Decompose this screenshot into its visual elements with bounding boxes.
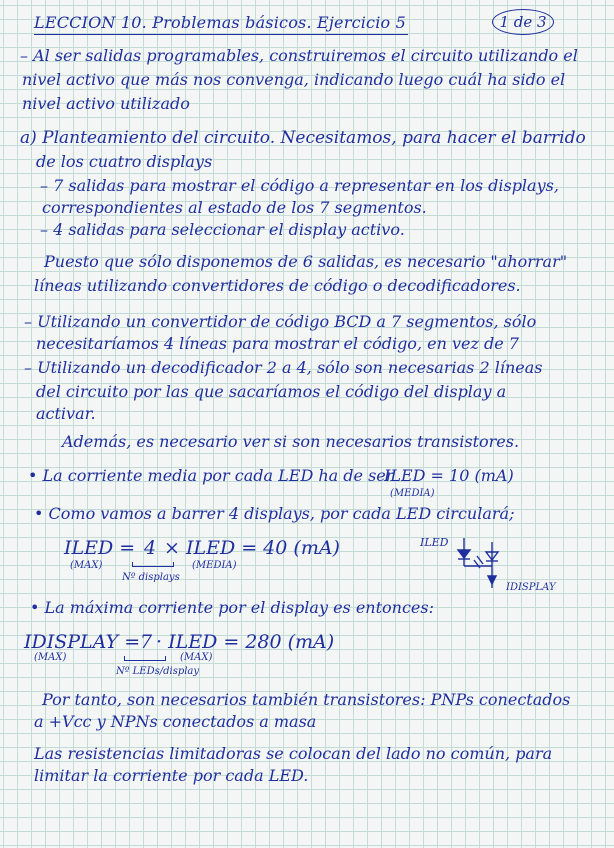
para-outputs-line-1: Puesto que sólo disponemos de 6 salidas, es necesario "ahorrar" [44,252,568,271]
formula2-underbrace [124,656,166,661]
display-current-label: IDISPLAY [506,582,556,593]
bullet-4-outputs: – 4 salidas para seleccionar el display activo. [40,220,405,239]
avg-current-subscript: (MEDIA) [390,488,435,499]
max-current-text: • La máxima corriente por el display es entonces: [30,598,434,617]
formula2-lhs: IDISPLAY = [24,631,141,653]
formula2-note: Nº LEDs/display [116,666,200,677]
page-title: LECCION 10. Problemas básicos. Ejercicio 5 [34,13,407,32]
formula2-multiplier: 7 [140,631,153,653]
resistors-line-1: Las resistencias limitadoras se colocan del lado no común, para [34,744,553,763]
sweep-text: • Como vamos a barrer 4 displays, por cada LED circulará; [34,504,515,523]
bullet-7-outputs-line-2: correspondientes al estado de los 7 segmentos. [42,198,427,217]
para-outputs-line-2: líneas utilizando convertidores de código o decodificadores. [34,276,521,295]
decoder-option-line-1: – Utilizando un decodificador 2 a 4, sólo son necesarias 2 líneas [24,358,543,377]
formula1-lhs-subscript: (MAX) [70,560,103,571]
bullet-7-outputs-line-1: – 7 salidas para mostrar el código a representar en los displays, [40,176,559,195]
formula2-rhs-subscript: (MAX) [180,652,213,663]
led-current-label: ILED [420,536,449,549]
section-a-line-2: de los cuatro displays [36,152,213,171]
resistors-line-2: limitar la corriente por cada LED. [34,766,309,785]
formula2-rhs: · ILED = 280 (mA) [156,631,335,653]
avg-current-formula: ILED = 10 (mA) [384,466,514,485]
formula1-multiplier: 4 [144,537,157,559]
conclusion-line-2: a +Vcc y NPNs conectados a masa [34,712,317,731]
intro-line-3: nivel activo utilizado [22,94,190,113]
intro-line-2: nivel activo que más nos convenga, indicando luego cuál ha sido el [22,70,566,89]
decoder-option-line-3: activar. [36,404,96,423]
formula1-lhs: ILED = [64,537,136,559]
formula1-rhs: × ILED = 40 (mA) [164,537,340,559]
formula1-rhs-subscript: (MEDIA) [192,560,237,571]
led-current-diagram [414,530,574,602]
formula1-underbrace [132,562,174,567]
bcd-option-line-1: – Utilizando un convertidor de código BCD a 7 segmentos, sólo [24,312,537,331]
transistors-question: Además, es necesario ver si son necesarios transistores. [62,432,520,451]
page-number-badge: 1 de 3 [492,9,554,35]
conclusion-line-1: Por tanto, son necesarios también transistores: PNPs conectados [42,690,571,709]
formula1-note: Nº displays [122,572,180,583]
avg-current-text: • La corriente media por cada LED ha de ser [28,466,394,485]
intro-line-1: – Al ser salidas programables, construiremos el circuito utilizando el [20,46,578,65]
decoder-option-line-2: del circuito por las que sacaríamos el código del display a [36,382,507,401]
bcd-option-line-2: necesitaríamos 4 líneas para mostrar el código, en vez de 7 [36,334,519,353]
formula2-lhs-subscript: (MAX) [34,652,67,663]
title-underline [34,34,408,35]
section-a-heading: a) Planteamiento del circuito. Necesitamos, para hacer el barrido [20,128,586,148]
